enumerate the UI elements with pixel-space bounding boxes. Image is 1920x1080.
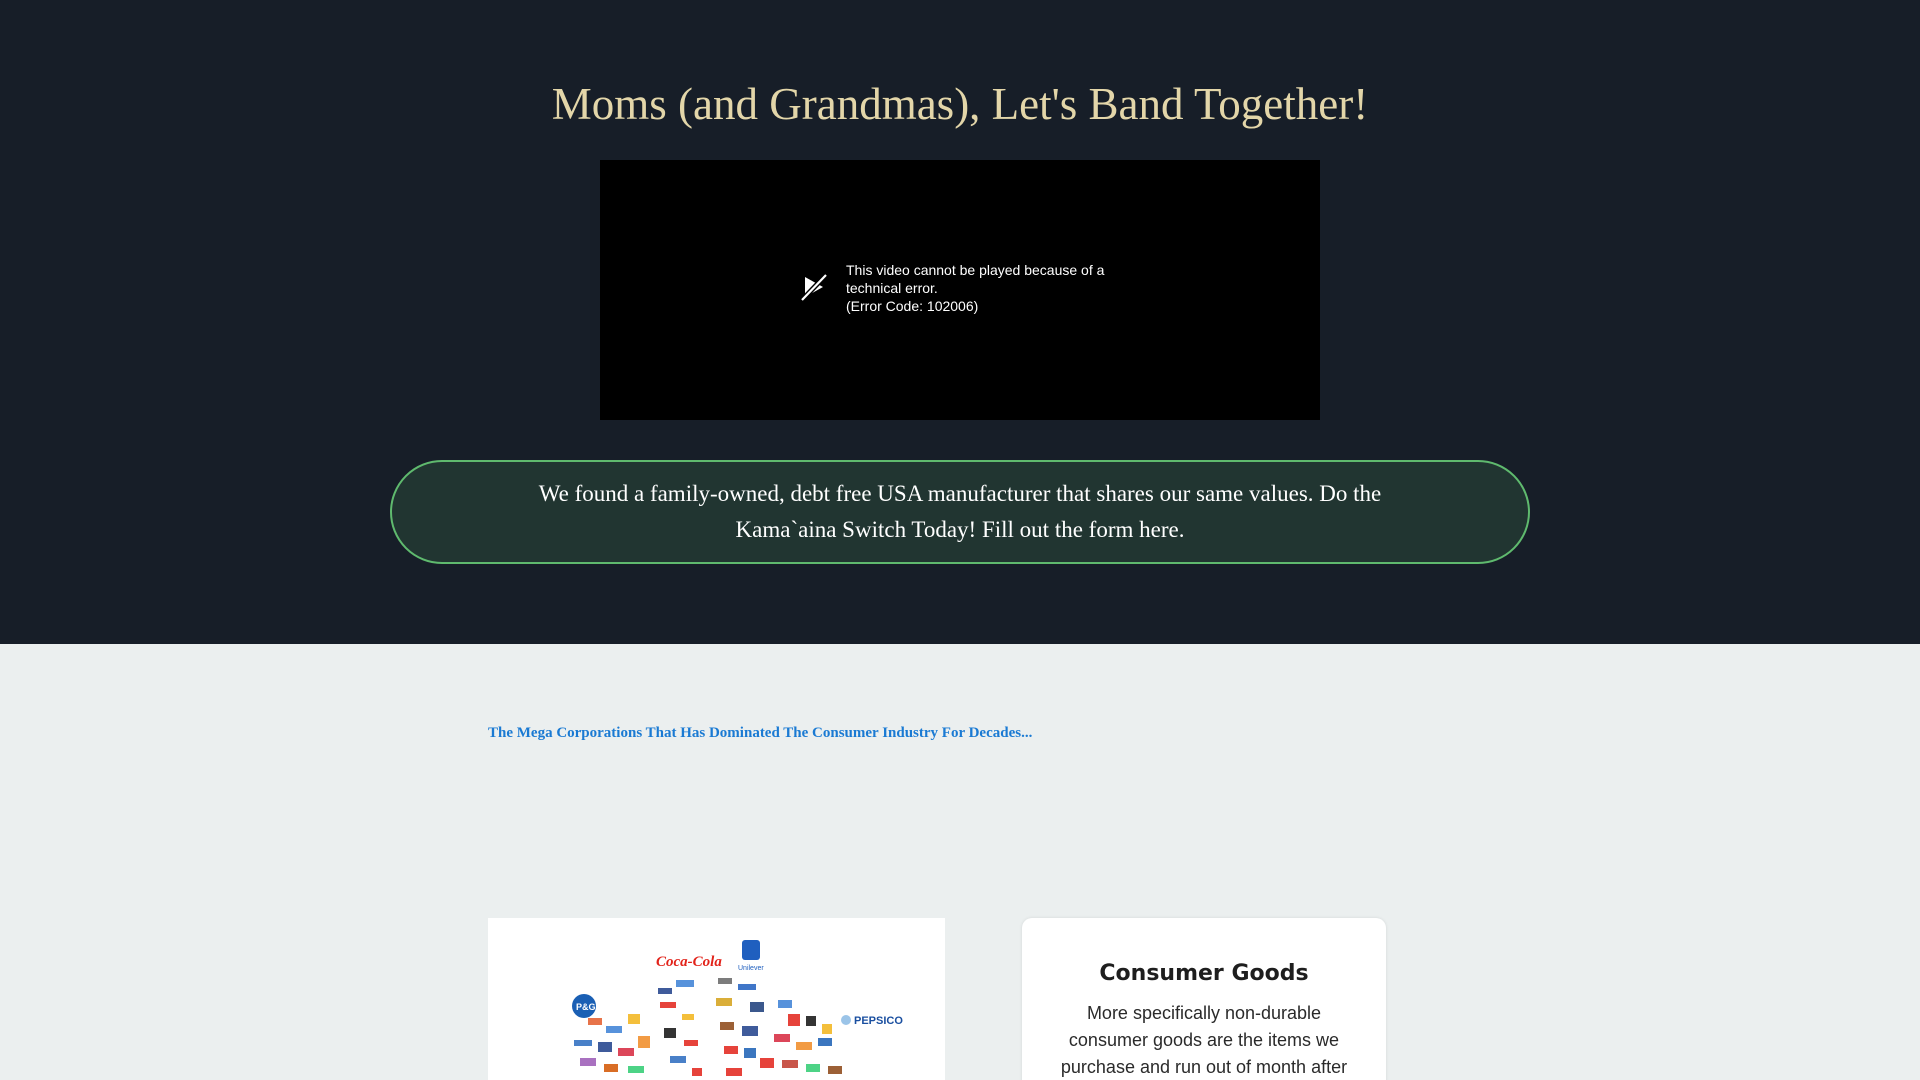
consumer-goods-card [1022,918,1386,1080]
video-player[interactable] [600,160,1320,420]
video-unavailable-icon [796,269,832,305]
svg-text:P&G: P&G [576,1002,596,1012]
card-title: Consumer Goods [1099,961,1309,986]
section-heading: The Mega Corporations That Has Dominated The Consumer Industry For Decades... [488,725,1033,741]
video-error-line: This video cannot be played because of a technical error. [846,262,1105,296]
page-title: Moms (and Grandmas), Let's Band Together! [551,79,1369,129]
video-error-code: (Error Code: 102006) [846,298,979,314]
svg-text:Coca-Cola: Coca-Cola [656,954,722,970]
cta-form-link[interactable]: We found a family-owned, debt free USA manufacturer that shares our same values. Do the Kama`aina Switch Today! Fill out the form here. [390,460,1530,564]
brand-logos-image [488,918,945,1080]
card-body: More specifically non-durable consumer goods are the items we purchase and run out of month after [1060,1003,1348,1077]
brand-logo-cloud [488,918,945,1080]
svg-text:PEPSICO: PEPSICO [854,1015,903,1027]
video-error-message [796,261,1116,315]
svg-text:Unilever: Unilever [738,965,764,972]
video-error-text [846,261,1116,315]
